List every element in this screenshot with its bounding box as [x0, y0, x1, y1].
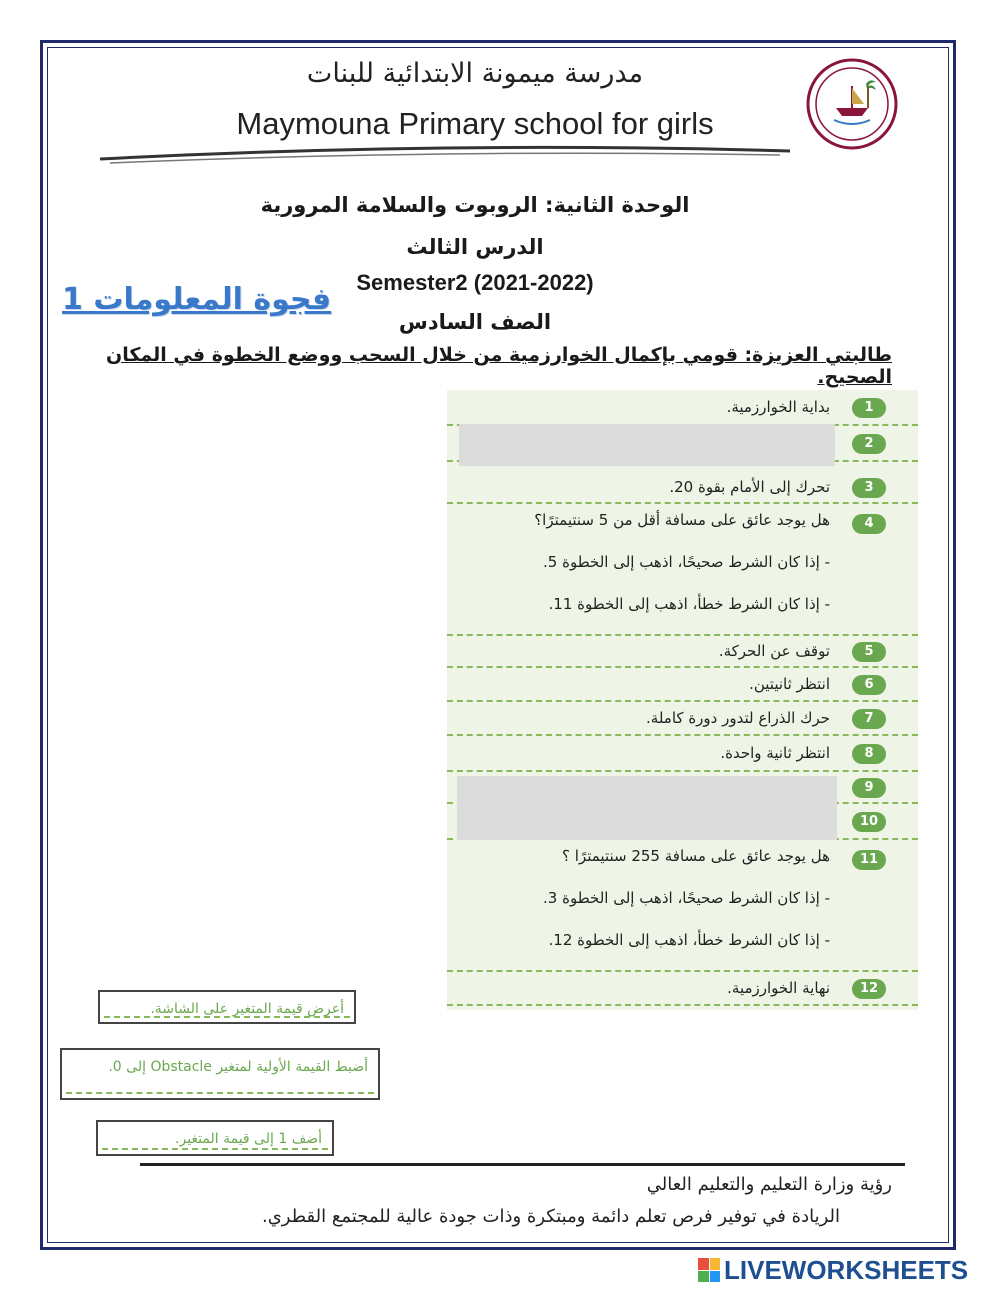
header-divider: [100, 145, 790, 167]
step-text: توقف عن الحركة.: [718, 642, 830, 660]
step-if-false: - إذا كان الشرط خطأ، اذهب إلى الخطوة 11.: [548, 595, 830, 613]
liveworksheets-logo-icon: [698, 1258, 720, 1282]
liveworksheets-brand: [698, 1256, 968, 1284]
semester-label: Semester2 (2021-2022): [356, 270, 594, 295]
drag-choice-add-one[interactable]: [96, 1120, 334, 1156]
activity-title: فجوة المعلومات 1: [62, 282, 332, 317]
step-text: انتظر ثانية واحدة.: [720, 744, 830, 762]
drag-choice-display-variable[interactable]: [98, 990, 356, 1024]
step-number-badge: 10: [852, 812, 886, 832]
step-row: [447, 390, 918, 426]
step-number-badge: 7: [852, 709, 886, 729]
step-row: [447, 636, 918, 668]
choice-text: أضف 1 إلى قيمة المتغير.: [175, 1131, 322, 1147]
step-row: [447, 504, 918, 636]
instruction-text: طالبتي العزيزة: قومي بإكمال الخوارزمية من خلال السحب ووضع الخطوة في المكان الصحيح.: [106, 344, 892, 388]
vision-title: رؤية وزارة التعليم والتعليم العالي: [646, 1174, 892, 1195]
step-text: بداية الخوارزمية.: [726, 398, 830, 416]
step-number-badge: 3: [852, 478, 886, 498]
step-number-badge: 2: [852, 434, 886, 454]
step-row: [447, 702, 918, 736]
step-text: تحرك إلى الأمام بقوة 20.: [669, 478, 830, 496]
choice-text: أعرض قيمة المتغير على الشاشة.: [150, 1001, 344, 1017]
ministry-logo: [806, 58, 898, 150]
grade-label: الصف السادس: [398, 310, 552, 334]
step-number-badge: 5: [852, 642, 886, 662]
step-row: [447, 840, 918, 972]
drop-zone-steps-9-10[interactable]: [457, 776, 837, 840]
step-number-badge: 12: [852, 979, 886, 999]
step-if-false: - إذا كان الشرط خطأ، اذهب إلى الخطوة 12.: [548, 931, 830, 949]
step-row: [447, 472, 918, 504]
school-name-english: Maymouna Primary school for girls: [236, 106, 714, 141]
step-if-true: - إذا كان الشرط صحيحًا، اذهب إلى الخطوة 5.: [543, 553, 830, 571]
step-number-badge: 8: [852, 744, 886, 764]
step-row: [447, 972, 918, 1006]
unit-title: الوحدة الثانية: الروبوت والسلامة المرورية: [260, 193, 690, 217]
step-number-badge: 4: [852, 514, 886, 534]
liveworksheets-wordmark: LIVEWORKSHEETS: [724, 1254, 969, 1285]
step-number-badge: 11: [852, 850, 886, 870]
step-row: [447, 736, 918, 772]
drag-choice-set-initial-value[interactable]: [60, 1048, 380, 1100]
step-if-true: - إذا كان الشرط صحيحًا، اذهب إلى الخطوة 3.: [543, 889, 830, 907]
lesson-title: الدرس الثالث: [406, 235, 544, 259]
footer-divider: [140, 1163, 905, 1166]
step-number-badge: 1: [852, 398, 886, 418]
step-condition: هل يوجد عائق على مسافة 255 سنتيمترًا ؟: [562, 847, 830, 865]
school-name-arabic: مدرسة ميمونة الابتدائية للبنات: [306, 58, 644, 89]
step-number-badge: 9: [852, 778, 886, 798]
step-row: [447, 668, 918, 702]
step-condition: هل يوجد عائق على مسافة أقل من 5 سنتيمترًا؟: [534, 511, 830, 529]
drop-zone-step-2[interactable]: [459, 424, 835, 466]
step-text: انتظر ثانيتين.: [749, 675, 830, 693]
step-text: نهاية الخوارزمية.: [727, 979, 830, 997]
vision-text: الريادة في توفير فرص تعلم دائمة ومبتكرة وذات جودة عالية للمجتمع القطري.: [262, 1206, 840, 1227]
step-text: حرك الذراع لتدور دورة كاملة.: [646, 709, 830, 727]
choice-text: أضبط القيمة الأولية لمتغير Obstacle إلى 0.: [108, 1059, 368, 1075]
algorithm-table: [447, 390, 918, 1010]
step-number-badge: 6: [852, 675, 886, 695]
